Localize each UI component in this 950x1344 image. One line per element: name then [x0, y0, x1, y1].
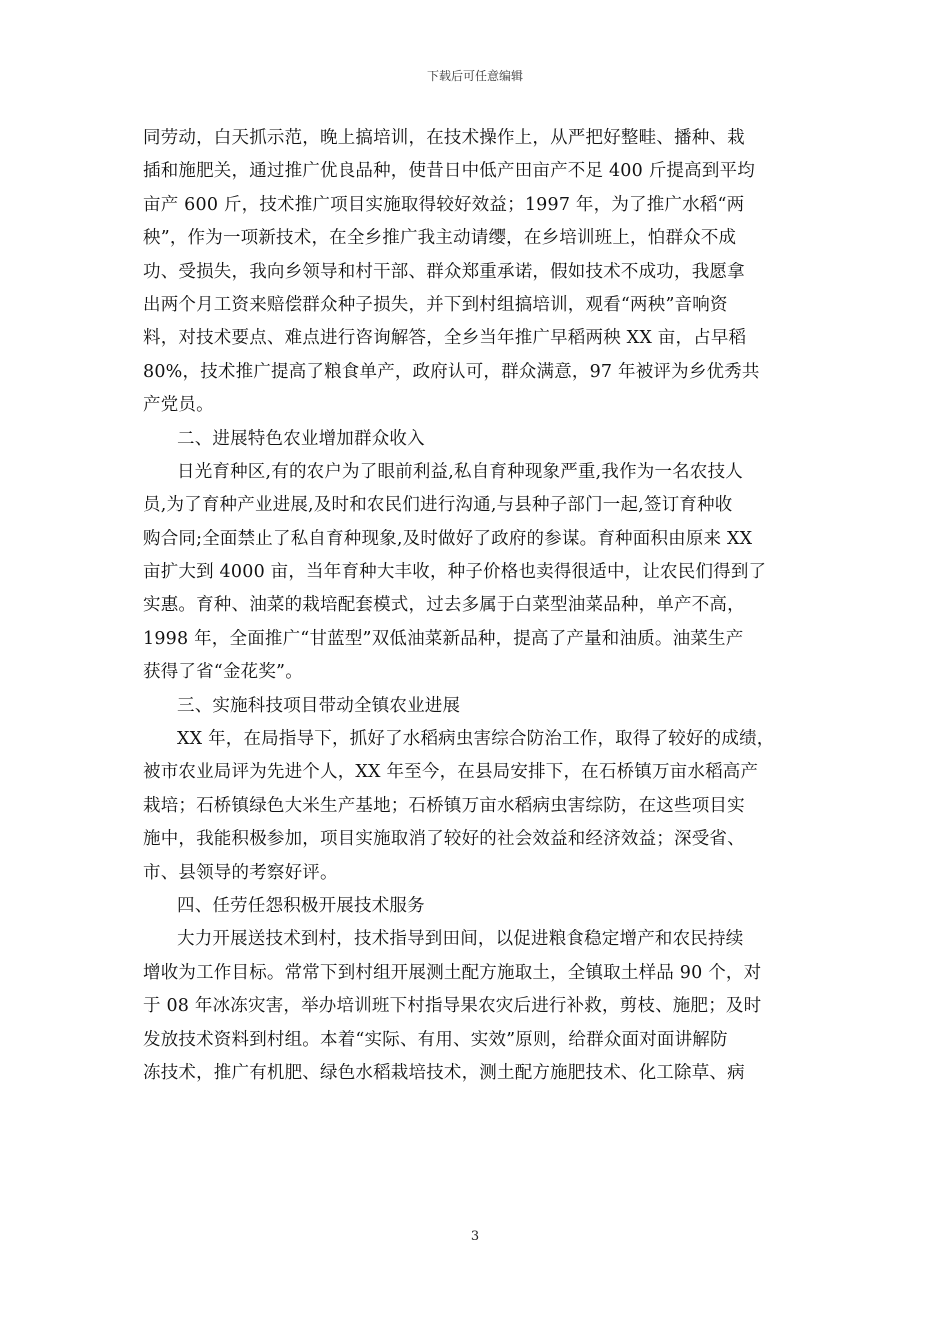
- text-line: XX 年，在局指导下，抓好了水稻病虫害综合防治工作，取得了较好的成绩，: [177, 729, 775, 750]
- text-line: 亩扩大到 4000 亩，当年育种大丰收，种子价格也卖得很适中，让农民们得到了: [143, 562, 767, 583]
- text-line: 发放技术资料到村组。本着“实际、有用、实效”原则，给群众面对面讲解防: [143, 1029, 728, 1050]
- document-body: [143, 122, 807, 1090]
- text-line: 同劳动，白天抓示范，晚上搞培训，在技术操作上，从严把好整畦、播种、栽: [143, 128, 745, 148]
- text-line: 栽培；石桥镇绿色大米生产基地；石桥镇万亩水稻病虫害综防，在这些项目实: [143, 795, 745, 816]
- text-line: 三、实施科技项目带动全镇农业进展: [177, 695, 461, 716]
- text-line: 1998 年，全面推广“甘蓝型”双低油菜新品种，提高了产量和油质。油菜生产: [143, 628, 744, 649]
- text-line: 获得了省“金花奖”。: [143, 662, 303, 683]
- text-line: 施中，我能积极参加，项目实施取消了较好的社会效益和经济效益；深受省、: [143, 829, 745, 850]
- text-line: 于 08 年冰冻灾害，举办培训班下村指导果农灾后进行补救，剪枝、施肥；及时: [143, 996, 762, 1017]
- text-line: 购合同;全面禁止了私自育种现象,及时做好了政府的参谋。育种面积由原来 XX: [143, 528, 753, 549]
- text-line: 插和施肥关，通过推广优良品种，使昔日中低产田亩产不足 400 斤提高到平均: [143, 161, 755, 182]
- text-line: 料，对技术要点、难点进行咨询解答，全乡当年推广早稻两秧 XX 亩，占早稻: [143, 328, 747, 349]
- text-line: 出两个月工资来赔偿群众种子损失，并下到村组搞培训，观看“两秧”音响资: [143, 294, 728, 315]
- text-line: 功、受损失，我向乡领导和村干部、群众郑重承诺，假如技术不成功，我愿拿: [143, 261, 745, 282]
- text-line: 增收为工作目标。常常下到村组开展测土配方施取土，全镇取土样品 90 个，对: [143, 962, 762, 983]
- text-line: 二、进展特色农业增加群众收入: [177, 428, 425, 449]
- text-line: 实惠。育种、油菜的栽培配套模式，过去多属于白菜型油菜品种，单产不高，: [143, 595, 745, 616]
- page-header: 下载后可任意编辑: [426, 69, 523, 83]
- text-line: 产党员。: [143, 395, 214, 416]
- text-line: 日光育种区,有的农户为了眼前利益,私自育种现象严重,我作为一名农技人: [177, 461, 743, 482]
- text-line: 被市农业局评为先进个人，XX 年至今，在县局安排下，在石桥镇万亩水稻高产: [143, 762, 759, 783]
- text-line: 冻技术，推广有机肥、绿色水稻栽培技术，测土配方施肥技术、化工除草、病: [143, 1062, 745, 1083]
- text-line: 大力开展送技术到村，技术指导到田间，以促进粮食稳定增产和农民持续: [177, 929, 744, 950]
- text-line: 市、县领导的考察好评。: [143, 862, 338, 883]
- text-line: 员,为了育种产业进展,及时和农民们进行沟通,与县种子部门一起,签订育种收: [143, 495, 733, 516]
- text-line: 亩产 600 斤，技术推广项目实施取得较好效益；1997 年，为了推广水稻“两: [143, 194, 745, 215]
- text-line: 秧”，作为一项新技术，在全乡推广我主动请缨，在乡培训班上，怕群众不成: [143, 228, 737, 249]
- text-line: 四、任劳任怨积极开展技术服务: [177, 895, 425, 916]
- text-line: 80%，技术推广提高了粮食单产，政府认可，群众满意，97 年被评为乡优秀共: [143, 361, 760, 382]
- page-number: 3: [470, 1229, 480, 1244]
